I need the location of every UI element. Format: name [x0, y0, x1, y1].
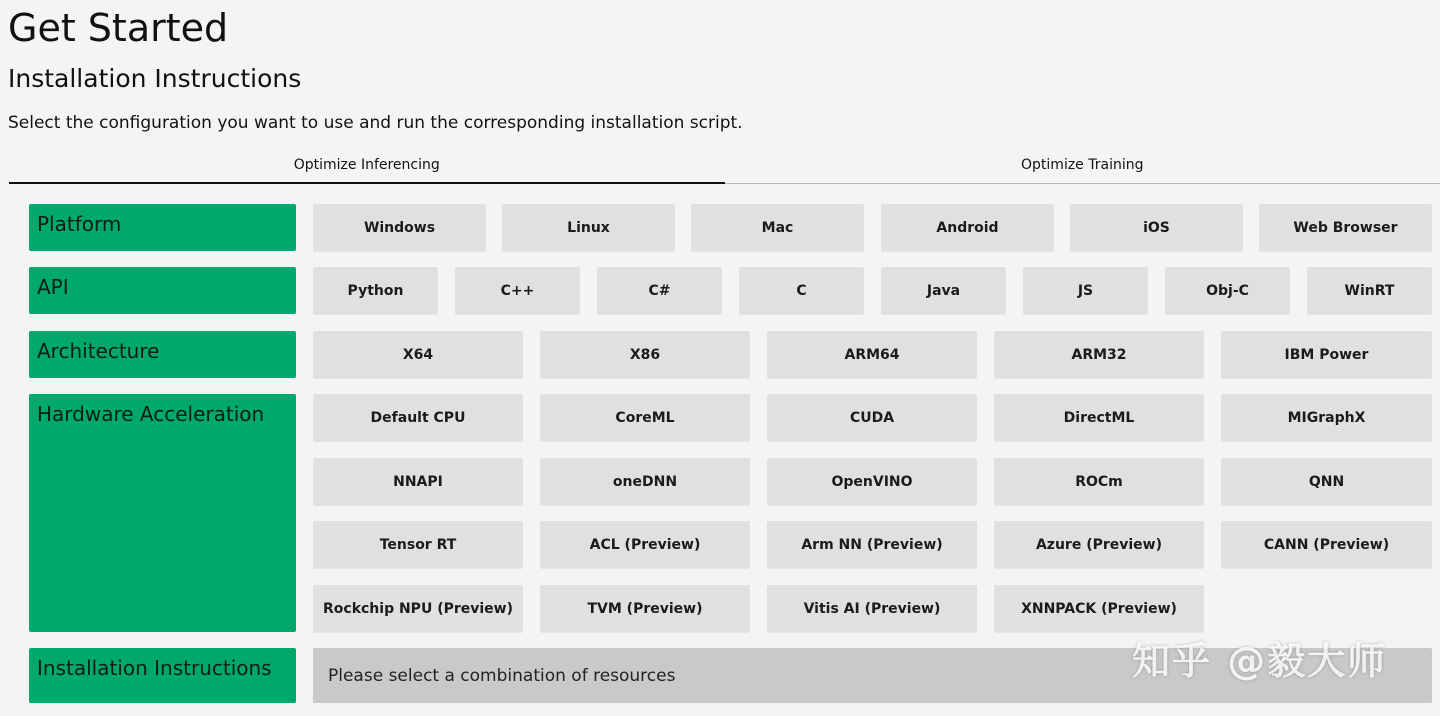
row-label-platform: Platform [29, 204, 296, 251]
option-arch-arm32[interactable]: ARM32 [994, 331, 1204, 378]
option-arch-x64[interactable]: X64 [313, 331, 523, 378]
option-api-python[interactable]: Python [313, 267, 438, 314]
option-platform-windows[interactable]: Windows [313, 204, 486, 251]
option-arch-ibm-power[interactable]: IBM Power [1221, 331, 1432, 378]
option-hw-coreml[interactable]: CoreML [540, 394, 750, 441]
tab-optimize-training[interactable]: Optimize Training [725, 150, 1440, 184]
option-api-csharp[interactable]: C# [597, 267, 722, 314]
option-platform-mac[interactable]: Mac [691, 204, 864, 251]
row-label-hardware-acceleration: Hardware Acceleration [29, 394, 296, 632]
option-hw-default-cpu[interactable]: Default CPU [313, 394, 523, 441]
option-hw-nnapi[interactable]: NNAPI [313, 458, 523, 505]
row-label-api: API [29, 267, 296, 314]
section-title: Installation Instructions [8, 64, 302, 93]
option-api-cpp[interactable]: C++ [455, 267, 580, 314]
option-api-js[interactable]: JS [1023, 267, 1148, 314]
option-hw-arm-nn[interactable]: Arm NN (Preview) [767, 521, 977, 568]
option-hw-rockchip-npu[interactable]: Rockchip NPU (Preview) [313, 585, 523, 632]
option-platform-linux[interactable]: Linux [502, 204, 675, 251]
option-hw-xnnpack[interactable]: XNNPACK (Preview) [994, 585, 1204, 632]
option-hw-azure[interactable]: Azure (Preview) [994, 521, 1204, 568]
option-hw-vitis-ai[interactable]: Vitis AI (Preview) [767, 585, 977, 632]
row-label-installation-instructions: Installation Instructions [29, 648, 296, 703]
option-api-java[interactable]: Java [881, 267, 1006, 314]
intro-text: Select the configuration you want to use and run the corresponding installation script. [8, 113, 743, 133]
option-arch-x86[interactable]: X86 [540, 331, 750, 378]
option-platform-ios[interactable]: iOS [1070, 204, 1243, 251]
option-hw-acl[interactable]: ACL (Preview) [540, 521, 750, 568]
option-hw-tvm[interactable]: TVM (Preview) [540, 585, 750, 632]
option-hw-tensor-rt[interactable]: Tensor RT [313, 521, 523, 568]
option-api-winrt[interactable]: WinRT [1307, 267, 1432, 314]
option-hw-cuda[interactable]: CUDA [767, 394, 977, 441]
option-hw-rocm[interactable]: ROCm [994, 458, 1204, 505]
option-platform-web-browser[interactable]: Web Browser [1259, 204, 1432, 251]
row-label-architecture: Architecture [29, 331, 296, 378]
option-hw-migraphx[interactable]: MIGraphX [1221, 394, 1432, 441]
option-api-objc[interactable]: Obj-C [1165, 267, 1290, 314]
option-hw-cann[interactable]: CANN (Preview) [1221, 521, 1432, 568]
option-arch-arm64[interactable]: ARM64 [767, 331, 977, 378]
installation-command-output: Please select a combination of resources [313, 648, 1432, 703]
option-hw-openvino[interactable]: OpenVINO [767, 458, 977, 505]
option-platform-android[interactable]: Android [881, 204, 1054, 251]
option-hw-qnn[interactable]: QNN [1221, 458, 1432, 505]
option-hw-onednn[interactable]: oneDNN [540, 458, 750, 505]
tab-bar [9, 150, 1440, 184]
option-hw-directml[interactable]: DirectML [994, 394, 1204, 441]
watermark: 知乎 @毅大师 [1132, 639, 1388, 683]
page-title: Get Started [8, 6, 229, 50]
option-api-c[interactable]: C [739, 267, 864, 314]
tab-optimize-inferencing[interactable]: Optimize Inferencing [9, 150, 725, 184]
